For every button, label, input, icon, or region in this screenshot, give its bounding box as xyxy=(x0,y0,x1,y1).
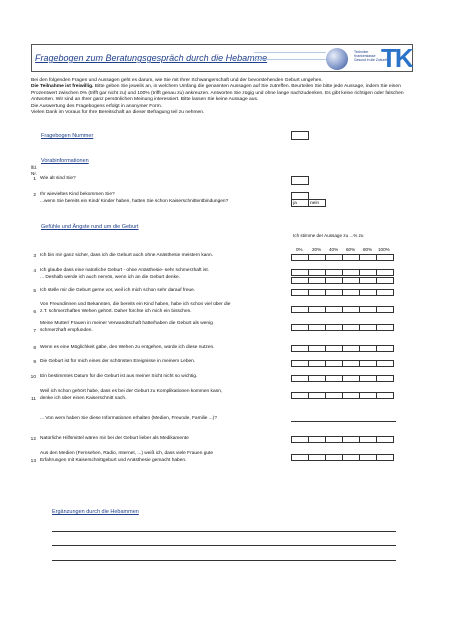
question-11-text: denke ich über einen Kaiserschnitt nach. xyxy=(40,396,127,401)
rating-cell[interactable] xyxy=(359,454,377,461)
question-7-text: schmerzhaft empfunden. xyxy=(40,328,93,333)
rating-cell[interactable] xyxy=(308,345,326,352)
rating-cell[interactable] xyxy=(359,289,377,296)
rating-row-7 xyxy=(291,324,393,331)
question-5-text: Ich stelle mir die Geburt gerne vor, weil ich mich schon sehr darauf freue. xyxy=(40,288,196,293)
rating-cell[interactable] xyxy=(308,254,326,261)
question-13-text: Erfahrungen mit Kaiserschnittgeburt und Anästhesie gemacht haben. xyxy=(40,458,187,463)
rating-cell[interactable] xyxy=(325,436,343,443)
answer-no-box[interactable]: nein xyxy=(308,199,326,207)
rating-cell[interactable] xyxy=(342,454,360,461)
percent-label: 0% xyxy=(296,247,303,252)
question-8-text: Wenn es eine Möglichkeit gäbe, den Wehen zu entgehen, würde ich diese nutzen. xyxy=(40,345,215,350)
rating-row-6 xyxy=(291,306,393,313)
rating-row-10 xyxy=(291,375,393,382)
rating-cell[interactable] xyxy=(308,436,326,443)
rating-cell[interactable] xyxy=(325,360,343,367)
rating-row-13 xyxy=(291,454,393,461)
lfd-label: lfd. xyxy=(31,165,38,170)
question-4-subtext: ... Deshalb werde ich auch nervös, wenn ich an die Geburt denke. xyxy=(40,275,180,280)
rating-cell[interactable] xyxy=(325,375,343,382)
question-3-text: Ich bin mir ganz sicher, dass ich die Geburt auch ohne Anästhesie meistern kann. xyxy=(40,253,214,258)
rating-cell[interactable] xyxy=(308,392,326,399)
ergaenzungen-heading: Ergänzungen durch die Hebammen xyxy=(52,509,139,515)
rating-cell[interactable] xyxy=(308,454,326,461)
question-6-pretext: Von Freundinnen und Bekannten, die bereits ein Kind haben, habe ich schon viel über die xyxy=(40,302,231,307)
rating-cell[interactable] xyxy=(325,269,343,276)
nr-label: Nr. xyxy=(31,171,37,176)
rating-cell[interactable] xyxy=(291,375,309,382)
question-number: 6 xyxy=(33,310,36,315)
rating-cell[interactable] xyxy=(342,360,360,367)
rating-cell[interactable] xyxy=(359,306,377,313)
rating-cell[interactable] xyxy=(291,269,309,276)
age-input[interactable] xyxy=(291,176,309,185)
percent-label: 100% xyxy=(378,247,390,252)
rating-cell[interactable] xyxy=(308,289,326,296)
vorabinformationen-heading: Vorabinformationen xyxy=(41,158,89,164)
rating-cell[interactable] xyxy=(342,392,360,399)
rating-row-9 xyxy=(291,360,393,367)
globe-logo-icon xyxy=(326,48,348,70)
rating-cell[interactable] xyxy=(325,289,343,296)
rating-cell[interactable] xyxy=(359,277,377,284)
question-number: 5 xyxy=(33,289,36,294)
rating-cell[interactable] xyxy=(342,277,360,284)
rating-cell[interactable] xyxy=(342,289,360,296)
rating-cell[interactable] xyxy=(308,306,326,313)
rating-cell[interactable] xyxy=(359,436,377,443)
rating-row-4a xyxy=(291,269,393,276)
rating-cell[interactable] xyxy=(376,454,394,461)
rating-cell[interactable] xyxy=(291,306,309,313)
rating-cell[interactable] xyxy=(325,277,343,284)
rating-cell[interactable] xyxy=(359,269,377,276)
percent-label: 60% xyxy=(346,247,356,252)
fragebogen-nummer-label: Fragebogen Nummer xyxy=(41,133,94,139)
rating-cell[interactable] xyxy=(376,392,394,399)
rating-cell[interactable] xyxy=(376,306,394,313)
document-title: Fragebogen zum Beratungsgespräch durch die Hebamme xyxy=(35,53,268,63)
rating-cell[interactable] xyxy=(359,375,377,382)
intro-paragraph-1: Bei den folgenden Fragen und Aussagen geht es darum, wie Sie mit Ihrer Schwangerschaft und der bevorstehenden Geburt umgehen. xyxy=(31,78,323,83)
rating-cell[interactable] xyxy=(308,375,326,382)
rating-cell[interactable] xyxy=(376,375,394,382)
notes-line-3[interactable] xyxy=(52,560,396,561)
rating-cell[interactable] xyxy=(359,360,377,367)
rating-cell[interactable] xyxy=(291,289,309,296)
rating-cell[interactable] xyxy=(308,324,326,331)
rating-cell[interactable] xyxy=(359,345,377,352)
intro-paragraph-3: Die Auswertung des Fragebogens erfolgt in anonymer Form. xyxy=(31,103,163,109)
rating-cell[interactable] xyxy=(291,254,309,261)
notes-line-1[interactable] xyxy=(52,531,396,532)
rating-cell[interactable] xyxy=(325,392,343,399)
rating-cell[interactable] xyxy=(342,345,360,352)
rating-row-5 xyxy=(291,289,393,296)
rating-row-11 xyxy=(291,392,393,399)
rating-cell[interactable] xyxy=(342,375,360,382)
question-number: 3 xyxy=(33,254,36,259)
rating-cell[interactable] xyxy=(359,324,377,331)
header-box xyxy=(31,44,413,72)
tk-logo-icon: TK xyxy=(381,43,412,73)
percent-label: 20% xyxy=(312,247,322,252)
rating-cell[interactable] xyxy=(376,254,394,261)
rating-cell[interactable] xyxy=(376,289,394,296)
question-2-subtext: ...wenn Sie bereits ein Kind/ Kinder haben, hatten Sie schon Kaiserschnittentbindungen? xyxy=(40,199,229,204)
rating-cell[interactable] xyxy=(376,277,394,284)
information-source-question: ... Von wem haben Sie diese Informationen erhalten (Medien, Freunde, Familie ...)? xyxy=(40,416,218,421)
question-number: 7 xyxy=(33,329,36,334)
rating-cell[interactable] xyxy=(376,324,394,331)
question-12-text: Natürliche Hilfsmittel wären mir bei der Geburt lieber als Medikamente xyxy=(40,436,189,441)
rating-cell[interactable] xyxy=(291,345,309,352)
question-10-text: Ein bestimmtes Datum für die Geburt ist aus meiner Sicht nicht so wichtig. xyxy=(40,374,198,379)
information-source-answer-line[interactable] xyxy=(291,421,396,422)
agreement-scale-label: Ich stimme der Aussage zu ...% zu xyxy=(293,233,364,238)
rating-cell[interactable] xyxy=(325,454,343,461)
rating-cell[interactable] xyxy=(291,436,309,443)
intro-paragraph-2: Die Teilnahme ist freiwillig. Bitte geben Sie jeweils an, in welchem Umfang die genannten Aussagen auf Sie zutreffen. Beurteilen Sie bitte jede Aussage, indem Sie einen Prozentwert zwischen 0% (trifft gar nicht zu) und 100% (trifft genau zu) ankreuzen. Antworten Sie zügig und ohne lange nachzudenken. Es gibt keine richtigen oder falschen Antworten. Wir sind an Ihrer ganz persönlichen Meinung interessiert. Bitte lassen Sie keine Aussage aus. xyxy=(31,84,404,103)
rating-cell[interactable] xyxy=(359,254,377,261)
rating-cell[interactable] xyxy=(342,324,360,331)
rating-row-4b xyxy=(291,277,393,284)
percent-label: 40% xyxy=(329,247,339,252)
rating-cell[interactable] xyxy=(291,360,309,367)
rating-row-8 xyxy=(291,345,393,352)
gefuehle-heading: Gefühle und Ängste rund um die Geburt xyxy=(41,224,139,230)
notes-line-2[interactable] xyxy=(52,545,396,546)
question-11-pretext: Weil ich schon gehört habe, dass es bei der Geburt zu Komplikationen kommen kann, xyxy=(40,389,223,394)
intro-paragraph-4: Vielen Dank im Voraus für Ihre Bereitschaft an dieser Befragung teil zu nehmen. xyxy=(31,110,205,116)
logo-decoration xyxy=(254,52,326,60)
rating-cell[interactable] xyxy=(342,436,360,443)
rating-cell[interactable] xyxy=(291,392,309,399)
rating-cell[interactable] xyxy=(342,306,360,313)
question-13-pretext: Aus den Medien (Fernsehen, Radio, Internet, ...) weiß ich, dass viele Frauen gute xyxy=(40,451,214,456)
rating-cell[interactable] xyxy=(291,324,309,331)
question-number: 4 xyxy=(33,269,36,274)
rating-row-3 xyxy=(291,254,393,261)
question-number: 2 xyxy=(33,193,36,198)
question-number: 9 xyxy=(33,360,36,365)
question-number: 12 xyxy=(30,437,36,442)
rating-row-12 xyxy=(291,436,393,443)
fragebogen-nummer-input[interactable] xyxy=(291,131,309,140)
question-number: 13 xyxy=(30,459,36,464)
rating-cell[interactable] xyxy=(325,345,343,352)
rating-cell[interactable] xyxy=(359,392,377,399)
rating-cell[interactable] xyxy=(291,277,309,284)
rating-cell[interactable] xyxy=(376,269,394,276)
rating-cell[interactable] xyxy=(308,360,326,367)
question-2-text: Ihr wievieltes Kind bekommen Sie? xyxy=(40,192,115,197)
question-7-pretext: Meine Mutter/ Frauen in meiner Verwandtschaft hatte/haben die Geburt als wenig xyxy=(40,321,213,326)
intro-text xyxy=(31,78,413,116)
question-6-text: z.T. schmerzhaften Wehen gehört. Daher fürchte ich mich ein bisschen. xyxy=(40,309,192,314)
rating-cell[interactable] xyxy=(308,269,326,276)
question-4-text: Ich glaube dass eine natürliche Geburt - ohne Anästhesie- sehr schmerzhaft ist. xyxy=(40,268,210,273)
tk-logo-text: Techniker Krankenkasse Gesund in die Zukunft xyxy=(354,50,388,62)
question-number: 8 xyxy=(33,346,36,351)
rating-cell[interactable] xyxy=(325,254,343,261)
rating-cell[interactable] xyxy=(325,306,343,313)
rating-cell[interactable] xyxy=(308,277,326,284)
percent-label: 80% xyxy=(363,247,373,252)
answer-yes-box[interactable]: ja xyxy=(291,199,309,207)
question-1-text: Wie alt sind Sie? xyxy=(40,176,76,181)
rating-cell[interactable] xyxy=(376,360,394,367)
rating-cell[interactable] xyxy=(342,254,360,261)
question-number: 11 xyxy=(31,397,36,402)
question-number: 10 xyxy=(30,375,36,380)
rating-cell[interactable] xyxy=(291,454,309,461)
question-9-text: Die Geburt ist für mich eines der schönsten Ereignisse in meinem Leben. xyxy=(40,359,196,364)
rating-cell[interactable] xyxy=(325,324,343,331)
rating-cell[interactable] xyxy=(376,345,394,352)
rating-cell[interactable] xyxy=(376,436,394,443)
question-number: 1 xyxy=(33,177,36,182)
rating-cell[interactable] xyxy=(342,269,360,276)
